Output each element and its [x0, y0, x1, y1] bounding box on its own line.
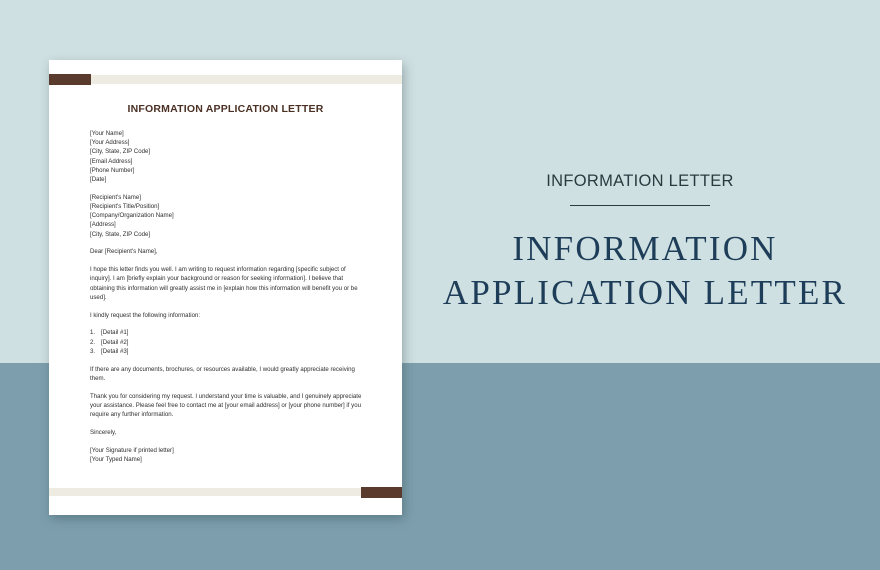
recipient-block: [90, 193, 365, 239]
thanks-paragraph: Thank you for considering my request. I understand your time is valuable, and I genuinely appreciate your assistance. Please feel free to contact me at [your email address] or [your phone number] if you require any further information.: [90, 392, 362, 419]
typed-name-line: [Your Typed Name]: [90, 455, 142, 463]
sender-line: [Phone Number]: [90, 166, 135, 174]
list-text: [Detail #2]: [101, 338, 129, 346]
list-number: 3.: [90, 347, 96, 355]
list-item: [90, 347, 365, 356]
main-heading-line-1: INFORMATION: [512, 229, 778, 268]
main-heading: [440, 227, 850, 315]
signature-line: [Your Signature if printed letter]: [90, 446, 174, 454]
header-band: [49, 75, 402, 84]
documents-paragraph: If there are any documents, brochures, or resources available, I would greatly appreciate receiving them.: [90, 365, 355, 382]
footer-band: [49, 488, 402, 496]
sender-line: [Your Address]: [90, 139, 130, 147]
header-accent-bar: [49, 74, 91, 85]
small-heading: INFORMATION LETTER: [546, 172, 734, 190]
list-item: [90, 328, 365, 337]
closing: Sincerely,: [90, 428, 117, 436]
sender-line: [Your Name]: [90, 130, 124, 137]
sender-block: [90, 129, 365, 184]
salutation: Dear [Recipient's Name],: [90, 248, 158, 256]
detail-list: [90, 328, 365, 356]
list-number: 1.: [90, 329, 96, 337]
sender-line: [Email Address]: [90, 157, 133, 165]
recipient-line: [Recipient's Name]: [90, 193, 141, 201]
list-number: 2.: [90, 338, 96, 346]
list-text: [Detail #1]: [101, 329, 129, 337]
list-text: [Detail #3]: [101, 347, 129, 355]
recipient-line: [Company/Organization Name]: [90, 212, 174, 220]
sender-line: [Date]: [90, 176, 107, 184]
main-heading-line-2: APPLICATION LETTER: [442, 273, 848, 312]
sender-line: [City, State, ZIP Code]: [90, 148, 151, 156]
recipient-line: [City, State, ZIP Code]: [90, 230, 151, 238]
request-line: I kindly request the following information:: [90, 311, 201, 319]
intro-paragraph: I hope this letter finds you well. I am writing to request information regarding [specific subject of inquiry]. I am [briefly explain your background or reason for seeking information]. I believe that obtaining this information will greatly assist me in [explain how this information will benefit you or be used].: [90, 266, 358, 301]
letter-page: [49, 60, 402, 515]
letter-body: [90, 129, 365, 464]
recipient-line: [Recipient's Title/Position]: [90, 203, 160, 211]
heading-divider: [570, 205, 710, 206]
list-item: [90, 338, 365, 347]
recipient-line: [Address]: [90, 221, 116, 229]
footer-accent-bar: [361, 487, 402, 498]
letter-title: INFORMATION APPLICATION LETTER: [127, 103, 324, 115]
